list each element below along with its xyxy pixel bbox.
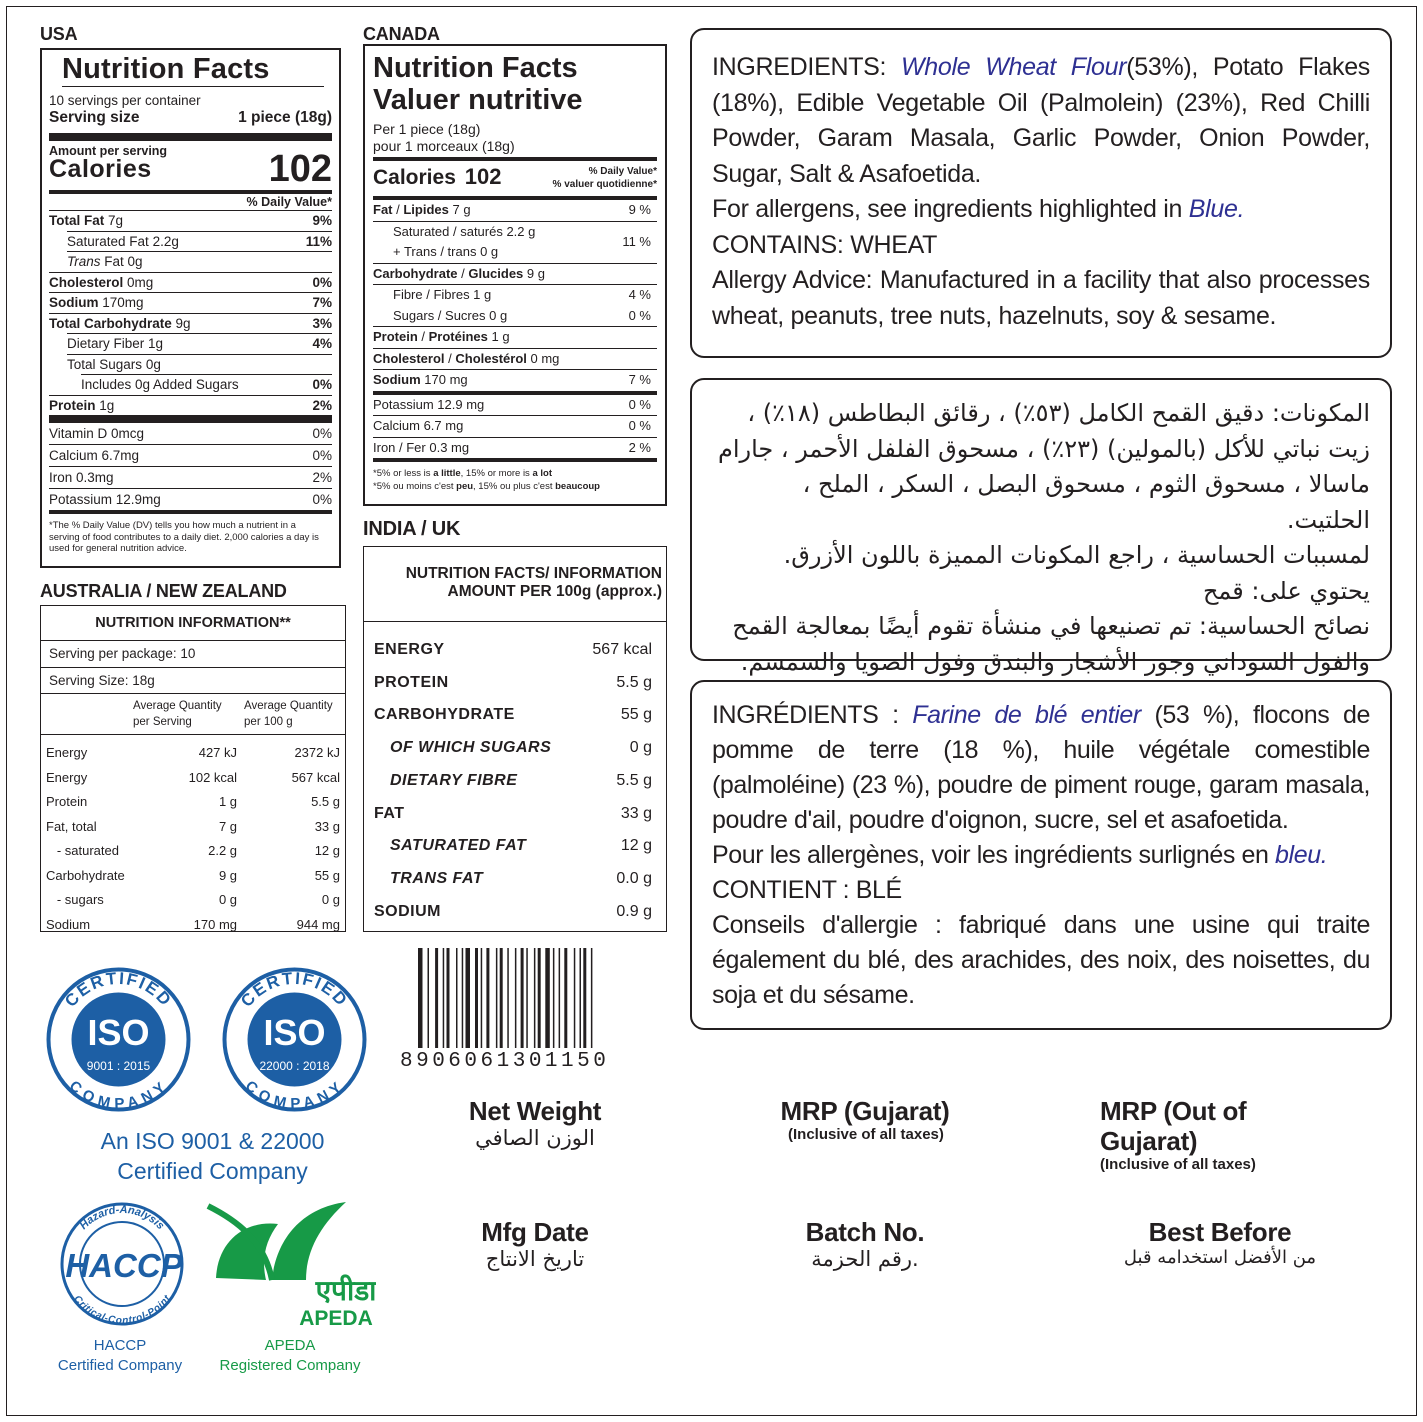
iso-caption-1: An ISO 9001 & 22000 <box>100 1128 325 1154</box>
canada-region-label: CANADA <box>363 24 440 44</box>
usa-vitamin-row: Vitamin D 0mcg 0% <box>49 426 332 441</box>
usa-servings: 10 servings per container <box>49 93 201 108</box>
usa-serving-size-label: Serving size <box>49 109 140 126</box>
svg-text:CERTIFIED: CERTIFIED <box>61 968 176 1011</box>
svg-text:ISO: ISO <box>263 1012 326 1053</box>
svg-text:Critical-Control-Point: Critical-Control-Point <box>71 1293 173 1327</box>
canada-nutrient-row: Fat / Lipides 7 g 9 % <box>373 202 651 217</box>
iso-caption <box>60 1126 365 1186</box>
india-nutrient-row: ENERGY 567 kcal <box>374 641 652 658</box>
usa-dv-header: % Daily Value* <box>246 195 332 209</box>
contains-fr: CONTIENT : BLÉ <box>712 876 902 904</box>
barcode-bar <box>481 948 483 1048</box>
canada-nutrient-row: + Trans / trans 0 g <box>393 244 499 259</box>
canada-per-fr: pour 1 morceaux (18g) <box>373 138 515 154</box>
barcode-bar <box>580 948 582 1048</box>
net-weight-ar: الوزن الصافي <box>475 1126 595 1150</box>
mrp-out-sub: (Inclusive of all taxes) <box>1100 1156 1256 1173</box>
haccp-caption <box>30 1336 210 1376</box>
au-nutrient-row: Sodium 170 mg 944 mg <box>46 916 340 932</box>
allergen-note-ar: لمسببات الحساسية ، راجع المكونات المميزة باللون الأزرق. <box>783 541 1370 569</box>
barcode-bar <box>515 948 517 1048</box>
usa-region-label: USA <box>40 24 78 44</box>
usa-vitamin-row: Potassium 12.9mg 0% <box>49 488 332 510</box>
india-nutrient-row: TRANS FAT 0.0 g <box>390 869 652 887</box>
mrp-out-label <box>1100 1096 1340 1173</box>
au-nutrition-panel <box>40 605 346 932</box>
allergy-advice-en: Allergy Advice: Manufactured in a facility that also processes wheat, peanuts, tree nuts, hazelnuts, soy & sesame. <box>712 266 1370 330</box>
india-region-label: INDIA / UK <box>363 518 461 540</box>
ingredients-en-allergen: Whole Wheat Flour <box>901 53 1127 81</box>
canada-dv-en: % Daily Value* <box>588 166 657 177</box>
best-before-label <box>1090 1217 1350 1268</box>
barcode-number: 8906061301150 <box>400 1050 610 1073</box>
barcode-bar <box>534 948 536 1048</box>
au-nutrient-row: - sugars 0 g 0 g <box>46 892 340 907</box>
canada-nutrient-row: Calcium 6.7 mg 0 % <box>373 415 657 437</box>
barcode-bar <box>564 948 567 1048</box>
barcode-bar <box>521 948 524 1048</box>
au-title: NUTRITION INFORMATION** <box>41 606 345 641</box>
barcode-bar <box>526 948 528 1048</box>
canada-nutrient-row: Protein / Protéines 1 g <box>373 326 657 348</box>
svg-text:HACCP: HACCP <box>65 1247 183 1284</box>
svg-text:COMPANY: COMPANY <box>65 1077 172 1112</box>
usa-nutrient-row: Total Carbohydrate 9g 3% <box>49 313 332 334</box>
ingredients-en-box <box>690 28 1392 358</box>
mrp-gujarat-sub: (Inclusive of all taxes) <box>788 1126 944 1143</box>
batch-no-label <box>760 1217 970 1271</box>
usa-nutrient-row: Includes 0g Added Sugars 0% <box>81 374 332 395</box>
svg-text:9001 : 2015: 9001 : 2015 <box>86 1059 151 1073</box>
usa-nutrient-row: Total Fat 7g 9% <box>49 210 332 231</box>
canada-calories-value: 102 <box>464 164 502 189</box>
svg-text:CERTIFIED: CERTIFIED <box>237 968 352 1011</box>
ingredients-ar-text: المكونات: دقيق القمح الكامل (٥٣٪) ، رقائق البطاطس (١٨٪) ، زيت نباتي للأكل (بالمولين) (٢٣٪) ، مسحوق الفلفل الأحمر ، جارام ماسالا ، مسحوق الثوم ، مسحوق البصل ، السكر ، الملح ، الحلتيت. <box>717 399 1370 534</box>
iso-9001-seal <box>46 967 191 1112</box>
barcode-bar <box>496 948 498 1048</box>
canada-nutrient-row: Sugars / Sucres 0 g 0 % <box>393 307 651 323</box>
barcode-bar <box>538 948 541 1048</box>
usa-nutrient-row: Cholesterol 0mg 0% <box>49 272 332 293</box>
au-servings: Serving per package: 10 <box>41 641 345 668</box>
apeda-caption-1: APEDA <box>264 1337 316 1354</box>
ingredients-fr-allergen: Farine de blé entier <box>912 701 1141 729</box>
mfg-date-label <box>430 1217 640 1271</box>
canada-dv-fr: % valuer quotidienne* <box>552 178 657 190</box>
canada-nutrition-panel <box>363 44 667 506</box>
barcode-bar <box>545 948 550 1048</box>
usa-calories-label: Calories <box>49 155 152 183</box>
au-serving-size: Serving Size: 18g <box>49 673 155 688</box>
canada-foot-en: *5% or less is a little, 15% or more is a lot <box>373 468 552 479</box>
india-nutrient-row: OF WHICH SUGARS 0 g <box>390 739 652 757</box>
usa-nutrient-row: Total Sugars 0g <box>67 354 332 375</box>
au-col-serving: Average Quantity per Serving <box>133 700 222 728</box>
barcode-bar <box>507 948 509 1048</box>
mrp-gujarat-text: MRP (Gujarat) <box>780 1096 950 1126</box>
apeda-logo <box>206 1200 376 1330</box>
canada-nutrient-row: Sodium 170 mg 7 % <box>373 369 657 391</box>
barcode-bar <box>553 948 555 1048</box>
usa-nutrient-row: Protein 1g 2% <box>49 395 332 416</box>
india-nutrition-panel <box>363 546 667 932</box>
au-col-100g: Average Quantity per 100 g <box>244 700 333 728</box>
canada-nutrient-row: Potassium 12.9 mg 0 % <box>373 391 657 416</box>
canada-foot-fr: *5% ou moins c'est peu, 15% ou plus c'est beaucoup <box>373 480 600 492</box>
apeda-caption-2: Registered Company <box>219 1357 361 1374</box>
india-nutrient-row: FAT 33 g <box>374 804 652 822</box>
iso-caption-2: Certified Company <box>117 1158 308 1184</box>
au-nutrient-row: Energy 102 kcal 567 kcal <box>46 769 340 785</box>
barcode-bar <box>475 948 478 1048</box>
au-nutrient-row: Fat, total 7 g 33 g <box>46 818 340 834</box>
haccp-logo <box>52 1197 192 1332</box>
india-nutrient-row: SODIUM 0.9 g <box>374 902 652 920</box>
usa-nutrient-row: Saturated Fat 2.2g 11% <box>67 231 332 252</box>
canada-title-fr: Valuer nutritive <box>373 84 583 116</box>
ingredients-fr-text: (53 %), flocons de pomme de terre (18 %), huile végétale comestible (palmoléine) (23 %), poudre de piment rouge, garam masala, poudre d'ail, poudre d'oignon, sucre, sel et asafoetida. <box>712 701 1370 834</box>
au-nutrient-row: Energy 427 kJ 2372 kJ <box>46 745 340 760</box>
india-nutrient-row: PROTEIN 5.5 g <box>374 673 652 691</box>
ingredients-ar-box <box>690 378 1392 676</box>
barcode-bar <box>456 948 458 1048</box>
svg-text:Hazard-Analysis: Hazard-Analysis <box>77 1203 167 1233</box>
contains-ar: يحتوي على: قمح <box>1202 576 1370 605</box>
au-nutrient-row: - saturated 2.2 g 12 g <box>46 843 340 858</box>
allergen-note-fr-blue: bleu. <box>1275 841 1328 869</box>
barcode-bar <box>486 948 489 1048</box>
allergen-note-fr: Pour les allergènes, voir les ingrédients surlignés en <box>712 841 1276 869</box>
canada-nutrient-row: Cholesterol / Cholestérol 0 mg <box>373 348 657 370</box>
india-nutrient-row: SATURATED FAT 12 g <box>390 837 652 855</box>
mfg-date-text: Mfg Date <box>481 1217 589 1247</box>
usa-title: Nutrition Facts <box>62 53 324 87</box>
usa-calories-value: 102 <box>268 148 332 190</box>
mrp-out-text: MRP (Out of Gujarat) <box>1100 1096 1247 1156</box>
barcode-bar <box>591 948 593 1048</box>
barcode-bar <box>559 948 561 1048</box>
barcode-bar <box>447 948 450 1048</box>
net-weight-text: Net Weight <box>468 1096 602 1126</box>
barcode-bar <box>443 948 445 1048</box>
svg-text:एपीडा: एपीडा <box>315 1274 376 1307</box>
barcode-bars <box>400 948 650 1048</box>
usa-nutrient-row: Trans Fat 0g <box>67 251 332 272</box>
canada-nutrient-row: Carbohydrate / Glucides 9 g <box>373 263 657 285</box>
haccp-caption-1: HACCP <box>93 1337 147 1354</box>
au-nutrient-row: Carbohydrate 9 g 55 g <box>46 867 340 883</box>
ingredients-en-label: INGREDIENTS: <box>712 53 902 81</box>
barcode-bar <box>418 948 423 1048</box>
usa-amount-per-serving: Amount per serving <box>49 144 168 158</box>
contains-en: CONTAINS: WHEAT <box>712 230 938 259</box>
barcode-bar <box>500 948 503 1048</box>
svg-text:22000 : 2018: 22000 : 2018 <box>259 1059 330 1073</box>
best-before-text: Best Before <box>1148 1217 1292 1247</box>
allergen-note-en: For allergens, see ingredients highlighted in <box>712 195 1189 223</box>
allergy-advice-fr: Conseils d'allergie : fabriqué dans une usine qui traite également du blé, des arachides, des noix, des noisettes, du soja et du sésame. <box>712 911 1370 1009</box>
batch-no-ar: رقم الحزمة. <box>811 1247 919 1271</box>
ingredients-en-text: (53%), Potato Flakes (18%), Edible Vegetable Oil (Palmolein) (23%), Red Chilli Powder, Garam Masala, Garlic Powder, Onion Powder, Sugar, Salt & Asafoetida. <box>712 53 1370 188</box>
svg-text:ISO: ISO <box>87 1012 150 1053</box>
barcode-bar <box>462 948 464 1048</box>
usa-vitamin-row: Calcium 6.7mg 0% <box>49 444 332 466</box>
canada-nutrient-row: Saturated / saturés 2.2 g 11 % <box>373 221 657 243</box>
svg-text:APEDA: APEDA <box>299 1307 373 1330</box>
usa-nutrition-panel <box>40 48 341 568</box>
svg-text:COMPANY: COMPANY <box>241 1077 348 1112</box>
batch-no-text: Batch No. <box>805 1217 925 1247</box>
barcode-bar <box>574 948 576 1048</box>
canada-calories-label: Calories <box>373 166 456 189</box>
au-nutrient-row: Protein 1 g 5.5 g <box>46 794 340 809</box>
haccp-caption-2: Certified Company <box>57 1357 183 1374</box>
usa-footnote: *The % Daily Value (DV) tells you how much a nutrient in a serving of food contributes to a daily diet. 2,000 calories a day is used for general nutrition advice. <box>49 520 319 554</box>
canada-nutrient-row: Iron / Fer 0.3 mg 2 % <box>373 437 657 459</box>
india-nutrient-row: CARBOHYDRATE 55 g <box>374 706 652 724</box>
apeda-caption <box>200 1336 380 1376</box>
best-before-ar: من الأفضل استخدامه قبل <box>1123 1247 1317 1268</box>
barcode-bar <box>466 948 471 1048</box>
usa-nutrient-row: Dietary Fiber 1g 4% <box>67 333 332 354</box>
barcode-bar <box>583 948 586 1048</box>
mrp-gujarat-label <box>760 1096 970 1143</box>
canada-title-en: Nutrition Facts <box>373 52 578 84</box>
net-weight-label <box>430 1096 640 1150</box>
india-nutrient-row: DIETARY FIBRE 5.5 g <box>390 771 652 789</box>
india-header: NUTRITION FACTS/ INFORMATION AMOUNT PER 100g (approx.) <box>405 565 662 600</box>
ingredients-fr-label: INGRÉDIENTS : <box>712 701 913 729</box>
mfg-date-ar: تاريخ الانتاج <box>485 1247 585 1271</box>
allergy-advice-ar: نصائح الحساسية: تم تصنيعها في منشأة تقوم أيضًا بمعالجة القمح والفول السوداني وجوز الأشجار والبندق وفول الصويا والسمسم. <box>732 612 1370 676</box>
ingredients-fr-box <box>690 680 1392 1030</box>
usa-nutrient-row: Sodium 170mg 7% <box>49 292 332 313</box>
allergen-note-en-blue: Blue. <box>1188 195 1245 223</box>
usa-serving-size-value: 1 piece (18g) <box>238 109 332 126</box>
barcode <box>400 948 650 1073</box>
barcode-bar <box>428 948 430 1048</box>
usa-vitamin-row: Iron 0.3mg 2% <box>49 466 332 488</box>
canada-nutrient-row: Fibre / Fibres 1 g 4 % <box>373 284 657 306</box>
canada-per-en: Per 1 piece (18g) <box>373 121 481 137</box>
barcode-bar <box>435 948 438 1048</box>
au-region-label: AUSTRALIA / NEW ZEALAND <box>40 581 287 601</box>
iso-22000-seal <box>222 967 367 1112</box>
